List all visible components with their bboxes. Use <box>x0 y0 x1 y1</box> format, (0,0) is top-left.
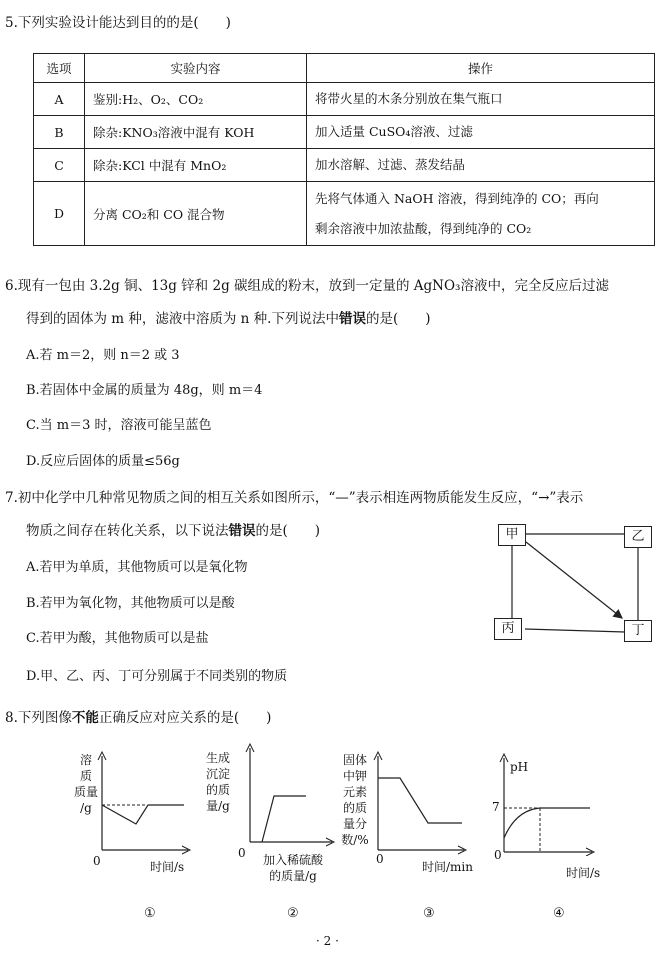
operation-cell <box>307 182 655 246</box>
q7-emphasis: 错误 <box>228 523 256 539</box>
q8-stem-tail: 正确反应对应关系的是( ) <box>98 710 272 726</box>
ylabel-line: 中钾 <box>342 769 367 783</box>
ylabel-line: 沉淀 <box>205 767 230 781</box>
q6-stem-line1: 6.现有一包由 3.2g 铜、13g 锌和 2g 碳组成的粉末，放到一定量的 AgNO₃溶液中，完全反应后过滤 <box>5 278 609 294</box>
graph2-plot <box>240 742 336 850</box>
q7-option-a: A.若甲为单质，其他物质可以是氧化物 <box>26 560 248 575</box>
xlabel-line: 加入稀硫酸 <box>262 853 323 867</box>
q5-stem: 5.下列实验设计能达到目的的是( ) <box>5 15 231 31</box>
ylabel-line: 溶 <box>79 753 92 767</box>
graph1-number: ① <box>144 906 156 921</box>
graph4-xlabel: 时间/s <box>566 866 601 880</box>
graph2-ylabel <box>203 750 233 814</box>
graph1-ylabel <box>74 752 98 816</box>
q6-stem-line2 <box>26 307 431 327</box>
table-row <box>34 149 655 182</box>
option-cell: A <box>34 83 85 116</box>
graph4-ylabel: pH <box>510 760 529 774</box>
graph3-ylabel <box>338 752 372 848</box>
q8-stem-text: 8.下列图像 <box>5 710 72 726</box>
q6-option-b: B.若固体中金属的质量为 48g，则 m＝4 <box>26 383 263 398</box>
graph3-plot <box>372 750 468 856</box>
q8-stem <box>5 706 271 726</box>
q7-stem-tail: 的是( ) <box>255 523 321 539</box>
q6-emphasis: 错误 <box>338 311 366 327</box>
node-yi: 乙 <box>624 526 652 548</box>
graph1-plot <box>96 750 192 860</box>
graph1-xlabel: 时间/s <box>150 860 185 874</box>
q7-stem-line1: 7.初中化学中几种常见物质之间的相互关系如图所示，“—”表示相连两物质能发生反应，“→”表示 <box>5 490 584 506</box>
graph1-origin: 0 <box>93 854 101 868</box>
node-jia: 甲 <box>498 524 526 546</box>
graph3-origin: 0 <box>376 852 384 866</box>
header-content: 实验内容 <box>85 54 307 83</box>
operation-cell: 将带火星的木条分别放在集气瓶口 <box>307 83 655 116</box>
graph3-xlabel: 时间/min <box>422 860 473 874</box>
graph4-tick-7: 7 <box>492 800 500 814</box>
operation-line: 剩余溶液中加浓盐酸，得到纯净的 CO₂ <box>315 220 532 236</box>
option-cell: C <box>34 149 85 182</box>
node-ding: 丁 <box>624 620 652 642</box>
xlabel-line: 的质量/g <box>269 869 317 883</box>
operation-cell: 加入适量 CuSO₄溶液、过滤 <box>307 116 655 149</box>
ylabel-line: 数/% <box>341 833 369 847</box>
graph2-xlabel <box>248 852 338 884</box>
ylabel-line: 量/g <box>206 799 230 813</box>
header-option: 选项 <box>34 54 85 83</box>
q8-emphasis: 不能 <box>71 710 99 726</box>
q7-option-d: D.甲、乙、丙、丁可分别属于不同类别的物质 <box>26 669 288 684</box>
header-operation: 操作 <box>307 54 655 83</box>
line-bing-ding <box>525 629 625 632</box>
table-row <box>34 182 655 246</box>
q6-option-c: C.当 m＝3 时，溶液可能呈蓝色 <box>26 418 212 433</box>
ylabel-line: 固体 <box>342 753 367 767</box>
ylabel-line: 的质 <box>205 783 230 797</box>
q6-stem-text: 得到的固体为 m 种，滤液中溶质为 n 种.下列说法中 <box>26 311 339 327</box>
q6-option-d: D.反应后固体的质量≤56g <box>26 454 180 469</box>
ylabel-line: 元素 <box>342 785 367 799</box>
table-row <box>34 83 655 116</box>
q7-option-c: C.若甲为酸，其他物质可以是盐 <box>26 631 209 646</box>
arrow-jia-to-ding <box>526 542 622 618</box>
ylabel-line: 质量 <box>74 785 99 799</box>
table-row <box>34 116 655 149</box>
graph4-number: ④ <box>553 906 565 921</box>
operation-line: 先将气体通入 NaOH 溶液，得到纯净的 CO；再向 <box>315 190 599 206</box>
graph2-origin: 0 <box>238 846 246 860</box>
node-bing: 丙 <box>494 618 522 640</box>
table-header-row <box>34 54 655 83</box>
graph4-plot <box>496 752 596 856</box>
content-cell: 分离 CO₂和 CO 混合物 <box>85 182 307 246</box>
page-number: · 2 · <box>316 934 339 948</box>
ylabel-line: 生成 <box>205 751 230 765</box>
q6-stem-tail: 的是( ) <box>365 311 431 327</box>
ylabel-line: 量分 <box>342 817 367 831</box>
q6-option-a: A.若 m＝2，则 n＝2 或 3 <box>26 348 180 363</box>
content-cell: 鉴别:H₂、O₂、CO₂ <box>85 83 307 116</box>
q7-stem-line2 <box>26 519 320 539</box>
ylabel-line: 的质 <box>342 801 367 815</box>
content-cell: 除杂:KCl 中混有 MnO₂ <box>85 149 307 182</box>
operation-cell: 加水溶解、过滤、蒸发结晶 <box>307 149 655 182</box>
graph3-number: ③ <box>423 906 435 921</box>
content-cell: 除杂:KNO₃溶液中混有 KOH <box>85 116 307 149</box>
q5-table <box>33 53 655 246</box>
ylabel-line: /g <box>80 801 92 815</box>
q7-stem-text: 物质之间存在转化关系，以下说法 <box>26 523 229 539</box>
ylabel-line: 质 <box>79 769 92 783</box>
option-cell: B <box>34 116 85 149</box>
graph4-origin: 0 <box>494 848 502 862</box>
graph2-number: ② <box>287 906 299 921</box>
q7-option-b: B.若甲为氧化物，其他物质可以是酸 <box>26 596 235 611</box>
option-cell: D <box>34 182 85 246</box>
